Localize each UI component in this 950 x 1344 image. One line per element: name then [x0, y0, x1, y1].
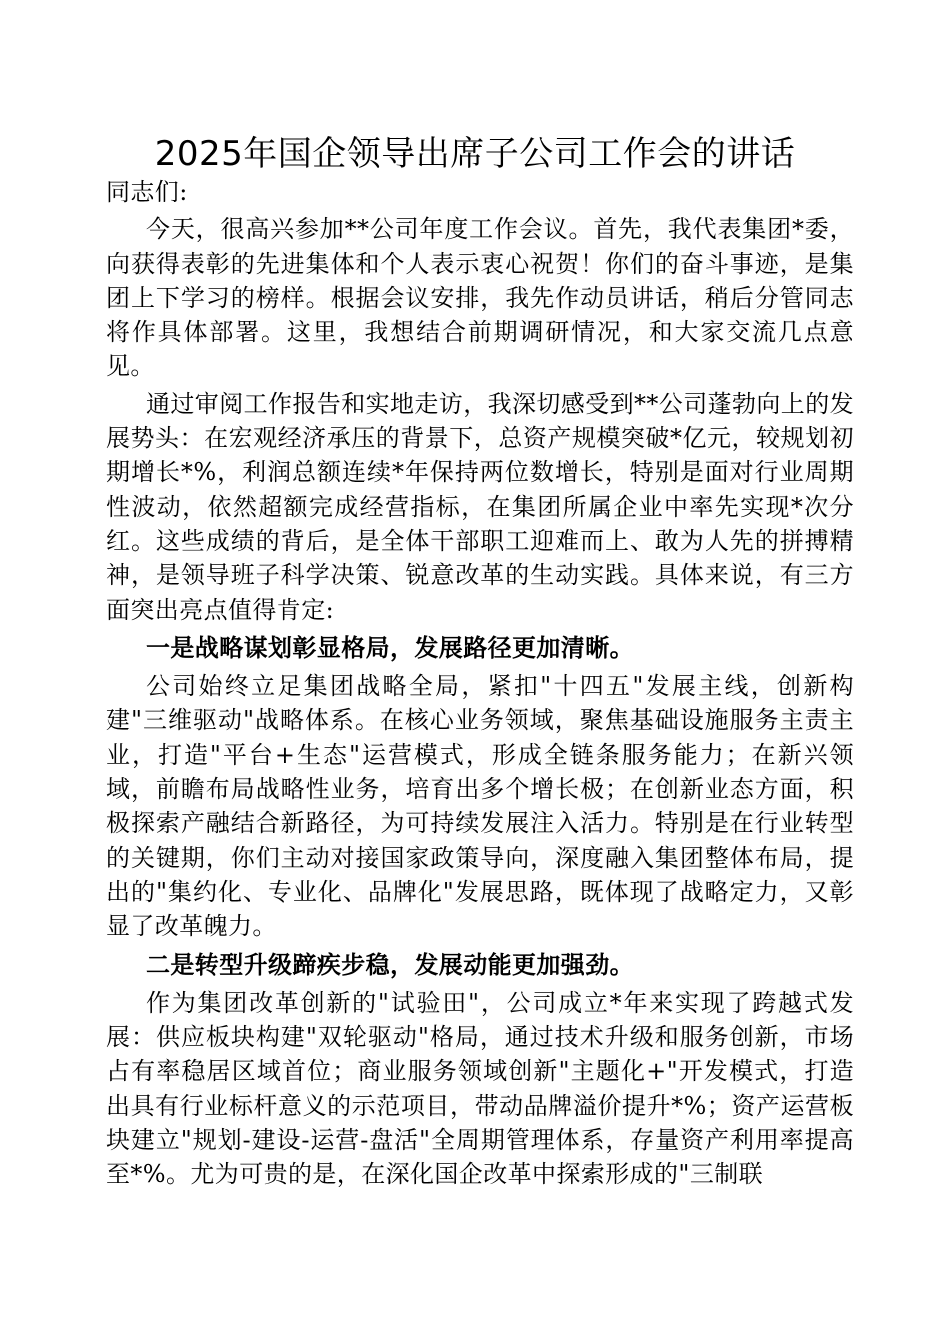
salutation: 同志们: [106, 178, 188, 206]
document-body [106, 175, 854, 1192]
paragraph-achievements: 通过审阅工作报告和实地走访，我深切感受到**公司蓬勃向上的发展势头：在宏观经济承压的背景下，总资产规模突破*亿元，较规划初期增长*%，利润总额连续*年保持两位数增长，特别是面对行业周期性波动，依然超额完成经营指标，在集团所属企业中率先实现*次分红。这些成绩的背后，是全体干部职工迎难而上、敢为人先的拼搏精神，是领导班子科学决策、锐意改革的生动实践。具体来说，有三方面突出亮点值得肯定: [106, 389, 854, 624]
section-heading-strategy: 一是战略谋划彰显格局，发展路径更加清晰。 [146, 632, 634, 662]
paragraph-strategy: 公司始终立足集团战略全局，紧扣"十四五"发展主线，创新构建"三维驱动"战略体系。在核心业务领域，聚焦基础设施服务主责主业，打造"平台+生态"运营模式，形成全链条服务能力；在新兴领域，前瞻布局战略性业务，培育出多个增长极；在创新业态方面，积极探索产融结合新路径，为可持续发展注入活力。特别是在行业转型的关键期，你们主动对接国家政策导向，深度融入集团整体布局，提出的"集约化、专业化、品牌化"发展思路，既体现了战略定力，又彰显了改革魄力。 [106, 672, 854, 941]
paragraph-opening: 今天，很高兴参加**公司年度工作会议。首先，我代表集团*委，向获得表彰的先进集体和个人表示衷心祝贺！你们的奋斗事迹，是集团上下学习的榜样。根据会议安排，我先作动员讲话，稍后分管同志将作具体部署。这里，我想结合前期调研情况，和大家交流几点意见。 [106, 215, 854, 381]
page-title: 2025年国企领导出席子公司工作会的讲话 [154, 134, 796, 174]
section-heading-transformation: 二是转型升级蹄疾步稳，发展动能更加强劲。 [146, 949, 634, 979]
paragraph-transformation: 作为集团改革创新的"试验田"，公司成立*年来实现了跨越式发展：供应板块构建"双轮驱动"格局，通过技术升级和服务创新，市场占有率稳居区域首位；商业服务领域创新"主题化+"开发模式，打造出具有行业标杆意义的示范项目，带动品牌溢价提升*%；资产运营板块建立"规划-建设-运营-盘活"全周期管理体系，存量资产利用率提高至*%。尤为可贵的是，在深化国企改革中探索形成的"三制联 [106, 988, 854, 1189]
